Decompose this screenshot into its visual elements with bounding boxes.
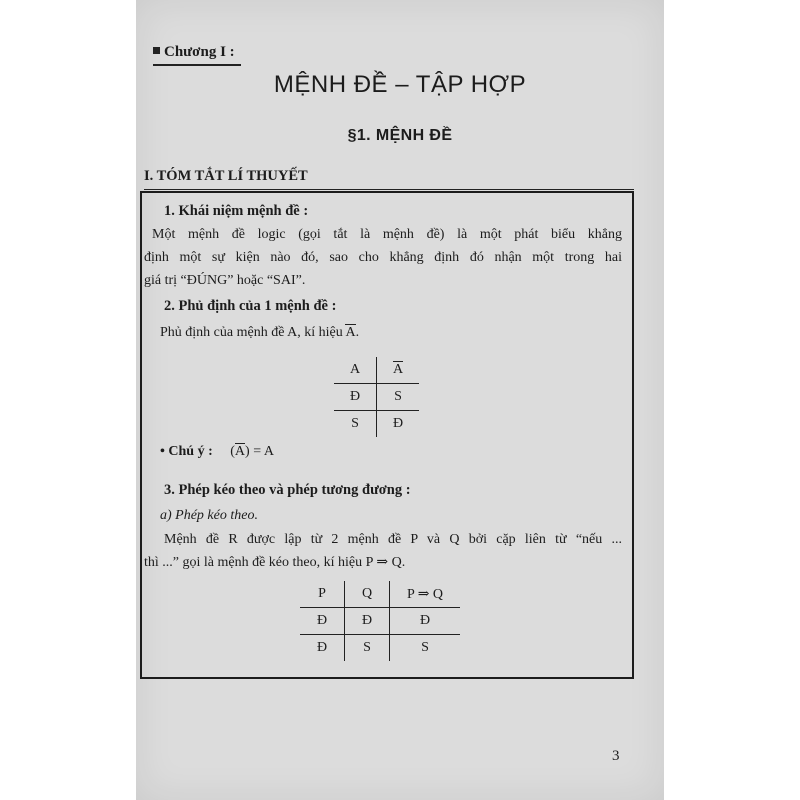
table-cell: Đ: [334, 384, 377, 411]
implication-line-1: Mệnh đề R được lập từ 2 mệnh đề P và Q bởi cặp liên từ “nếu ...: [164, 532, 622, 547]
negation-symbol: A: [345, 325, 356, 340]
negation-note: • Chú ý : (A) = A: [160, 444, 274, 459]
table-cell: Đ: [390, 608, 461, 635]
table-cell: S: [345, 635, 390, 662]
implication-heading: 3. Phép kéo theo và phép tương đương :: [164, 482, 411, 498]
page-number: 3: [612, 748, 620, 764]
table-cell: Đ: [300, 635, 345, 662]
concept-line-2: định một sự kiện nào đó, sao cho khẳng định đó nhận một trong hai: [144, 250, 622, 265]
table-cell: S: [421, 640, 429, 655]
chapter-label: Chương I :: [153, 44, 241, 66]
header-cell: A: [377, 357, 420, 384]
implication-truth-table: [300, 581, 460, 661]
header-cell: Q: [345, 581, 390, 608]
implication-subheading: a) Phép kéo theo.: [160, 508, 258, 523]
table-cell: Đ: [392, 416, 404, 431]
table-cell: Đ: [300, 608, 345, 635]
table-cell: Đ: [345, 608, 390, 635]
header-cell: P ⇒ Q: [390, 581, 461, 608]
table-cell: S: [334, 411, 377, 438]
section-heading: I. TÓM TẮT LÍ THUYẾT: [144, 168, 634, 190]
negation-text: Phủ định của mệnh đề A, kí hiệu A.: [160, 325, 360, 340]
negation-heading: 2. Phủ định của 1 mệnh đề :: [164, 298, 337, 314]
header-cell: A: [334, 357, 377, 384]
negation-truth-table: [334, 357, 419, 437]
concept-line-1: Một mệnh đề logic (gọi tắt là mệnh đề) là một phát biểu khẳng: [152, 227, 622, 242]
concept-line-3: giá trị “ĐÚNG” hoặc “SAI”.: [144, 273, 306, 288]
section-title: §1. MỆNH ĐỀ: [347, 127, 453, 144]
table-cell: S: [377, 384, 420, 411]
header-cell: P: [300, 581, 345, 608]
concept-heading: 1. Khái niệm mệnh đề :: [164, 203, 309, 219]
implication-line-2: thì ...” gọi là mệnh đề kéo theo, kí hiệu P ⇒ Q.: [144, 555, 406, 570]
square-bullet-icon: [153, 47, 160, 54]
page-title: MỆNH ĐỀ – TẬP HỢP: [273, 71, 527, 98]
